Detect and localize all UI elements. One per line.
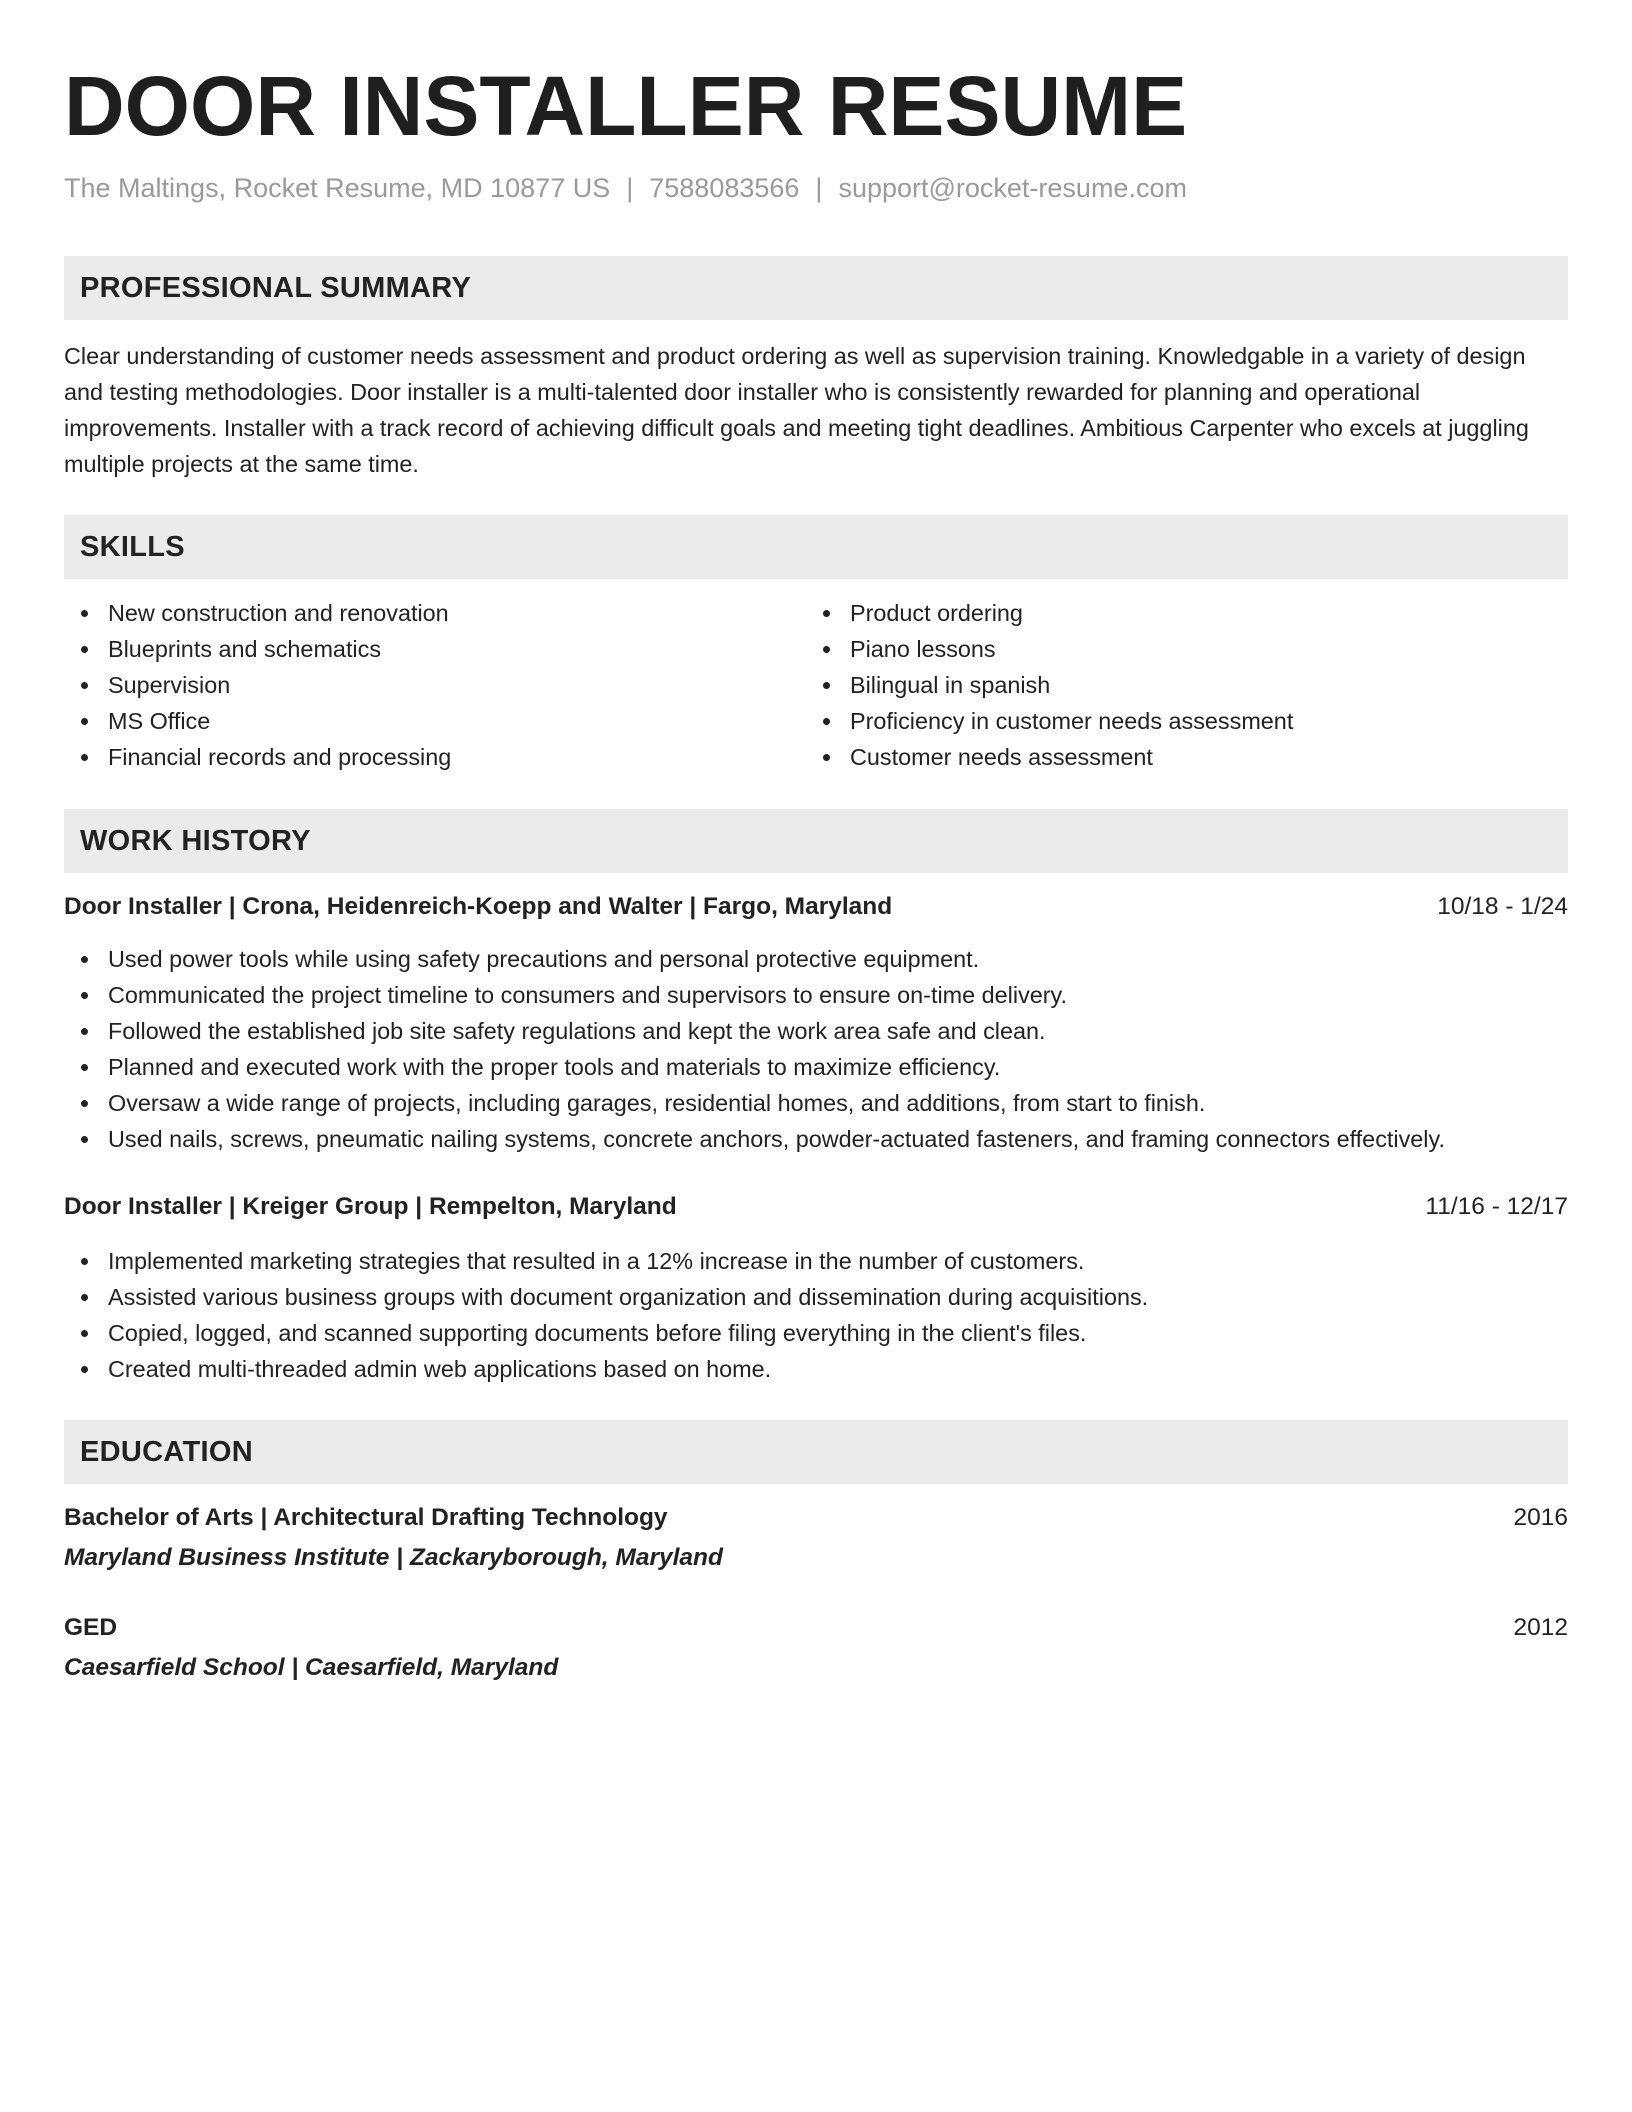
job-bullet: Used power tools while using safety precautions and personal protective equipment. (64, 941, 1568, 977)
job-bullet: Oversaw a wide range of projects, including garages, residential homes, and additions, from start to finish. (64, 1085, 1568, 1121)
skill-item: Piano lessons (806, 631, 1548, 667)
education-degree: GED (64, 1614, 118, 1641)
skill-item: New construction and renovation (64, 595, 806, 631)
contact-separator: | (626, 173, 634, 203)
job-bullets (64, 941, 1568, 1157)
skill-item: Customer needs assessment (806, 739, 1548, 775)
skill-item: MS Office (64, 703, 806, 739)
skill-item: Product ordering (806, 595, 1548, 631)
section-heading-education: EDUCATION (64, 1420, 1568, 1484)
job-dates: 10/18 - 1/24 (1437, 893, 1568, 920)
skill-item: Blueprints and schematics (64, 631, 806, 667)
job-entry (64, 889, 1568, 1157)
skill-item: Supervision (64, 667, 806, 703)
job-entry (64, 1189, 1568, 1387)
skill-item: Financial records and processing (64, 739, 806, 775)
job-bullet: Implemented marketing strategies that resulted in a 12% increase in the number of customers. (64, 1243, 1568, 1279)
education-year: 2016 (1513, 1504, 1568, 1531)
section-heading-work-history: WORK HISTORY (64, 809, 1568, 873)
job-bullet: Copied, logged, and scanned supporting documents before filing everything in the client's files. (64, 1315, 1568, 1351)
education-degree: Bachelor of Arts | Architectural Drafting Technology (64, 1504, 668, 1531)
contact-line (64, 170, 1568, 206)
job-dates: 11/16 - 12/17 (1425, 1193, 1568, 1220)
resume-page (64, 60, 1568, 1686)
education-school: Caesarfield School | Caesarfield, Maryland (64, 1654, 559, 1681)
job-bullets (64, 1243, 1568, 1387)
job-header (64, 1189, 1568, 1225)
job-bullet: Planned and executed work with the proper tools and materials to maximize efficiency. (64, 1049, 1568, 1085)
education-school: Maryland Business Institute | Zackaryborough, Maryland (64, 1544, 723, 1571)
education-entry (64, 1610, 1568, 1686)
skills-list-left (64, 595, 806, 775)
contact-email: support@rocket-resume.com (838, 173, 1187, 203)
contact-address: The Maltings, Rocket Resume, MD 10877 US (64, 173, 611, 203)
job-bullet: Followed the established job site safety regulations and kept the work area safe and clean. (64, 1013, 1568, 1049)
section-heading-summary: PROFESSIONAL SUMMARY (64, 256, 1568, 320)
education-header (64, 1500, 1568, 1536)
education-year: 2012 (1513, 1614, 1568, 1641)
education-header (64, 1610, 1568, 1646)
skills-list-right (806, 595, 1548, 775)
job-header (64, 889, 1568, 925)
section-heading-skills: SKILLS (64, 515, 1568, 579)
job-title: Door Installer | Kreiger Group | Rempelton, Maryland (64, 1193, 677, 1220)
job-bullet: Created multi-threaded admin web applications based on home. (64, 1351, 1568, 1387)
skill-item: Proficiency in customer needs assessment (806, 703, 1548, 739)
job-bullet: Assisted various business groups with document organization and dissemination during acquisitions. (64, 1279, 1568, 1315)
job-bullet: Communicated the project timeline to consumers and supervisors to ensure on-time delivery. (64, 977, 1568, 1013)
job-title: Door Installer | Crona, Heidenreich-Koepp and Walter | Fargo, Maryland (64, 893, 893, 920)
skills-columns (64, 595, 1568, 775)
contact-separator: | (815, 173, 823, 203)
summary-text: Clear understanding of customer needs assessment and product ordering as well as supervision training. Knowledgable in a variety of design and testing methodologies. Door installer is a multi-talented door installer who is consistently rewarded for planning and operational improvements. Installer with a track record of achieving difficult goals and meeting tight deadlines. Ambitious Carpenter who excels at juggling multiple projects at the same time. (64, 343, 1529, 477)
job-bullet: Used nails, screws, pneumatic nailing systems, concrete anchors, powder-actuated fasteners, and framing connectors effectively. (64, 1121, 1568, 1157)
education-entry (64, 1500, 1568, 1576)
contact-phone: 7588083566 (649, 173, 800, 203)
resume-title: DOOR INSTALLER RESUME (64, 59, 1188, 153)
skill-item: Bilingual in spanish (806, 667, 1548, 703)
